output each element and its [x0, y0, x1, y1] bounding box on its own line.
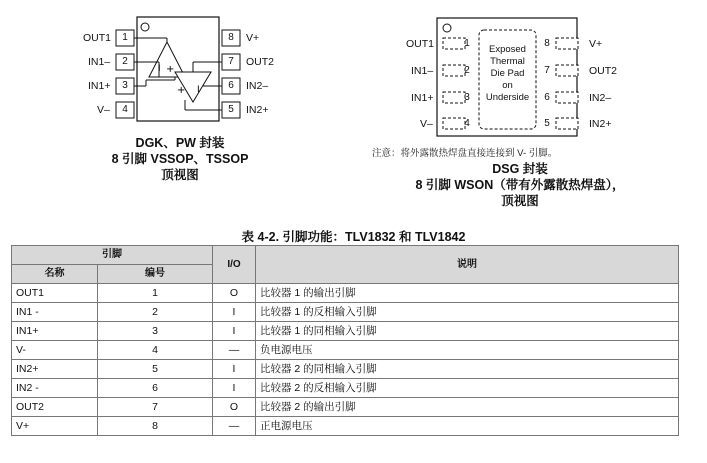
pin-description: 比较器 2 的输出引脚: [256, 398, 679, 417]
pin-number: 3: [98, 322, 213, 341]
pin-io: I: [213, 322, 256, 341]
dgk-pin7-number: 7: [228, 56, 234, 67]
pin-name: V-: [12, 341, 98, 360]
dsg-pin5-label: IN2+: [589, 118, 612, 130]
pin-number: 4: [98, 341, 213, 360]
pin-io: —: [213, 417, 256, 436]
pin-io: I: [213, 303, 256, 322]
dgk-pin3-number: 3: [122, 80, 128, 91]
dgk-pin2-label: IN1–: [88, 56, 111, 68]
pin-name: IN1+: [12, 322, 98, 341]
dgk-pin5-label: IN2+: [246, 104, 269, 116]
dsg-pin1-label: OUT1: [406, 38, 435, 50]
pin-io: O: [213, 398, 256, 417]
table-row: [12, 341, 679, 360]
dsg-caption-line1: DSG 封装: [492, 162, 548, 176]
dsg-pin8-label: V+: [589, 38, 603, 50]
dgk-pin1-number: 1: [122, 32, 128, 43]
pad-text-line4: on: [502, 80, 513, 91]
svg-text:+: +: [177, 85, 186, 96]
pin-io: I: [213, 379, 256, 398]
pin-io: I: [213, 360, 256, 379]
dgk-pin4-number: 4: [122, 104, 128, 115]
dsg-caption-line3: 顶视图: [501, 194, 539, 208]
dgk-pin2-number: 2: [122, 56, 128, 67]
pin-name: V+: [12, 417, 98, 436]
pin-name: OUT2: [12, 398, 98, 417]
header-name: 名称: [12, 265, 98, 284]
dsg-caption-line2: 8 引脚 WSON（带有外露散热焊盘），: [415, 178, 625, 192]
dsg-pin4-label: V–: [420, 118, 433, 130]
dsg-pin3-number: 3: [464, 92, 470, 103]
dgk-pin6-number: 6: [228, 80, 234, 91]
dsg-pin3-label: IN1+: [411, 92, 434, 104]
pin-description: 比较器 2 的同相输入引脚: [256, 360, 679, 379]
header-description: 说明: [256, 246, 679, 284]
dgk-pin6-label: IN2–: [246, 80, 269, 92]
pin-description: 比较器 1 的同相输入引脚: [256, 322, 679, 341]
table-row: [12, 303, 679, 322]
pin-description: 比较器 1 的反相输入引脚: [256, 303, 679, 322]
pad-text-line1: Exposed: [489, 44, 526, 55]
table-row: [12, 360, 679, 379]
svg-text:I: I: [197, 85, 200, 95]
svg-text:I: I: [158, 64, 161, 74]
pin-name: IN2 -: [12, 379, 98, 398]
pin-io: —: [213, 341, 256, 360]
dgk-pin1-label: OUT1: [83, 32, 112, 44]
dsg-pin2-label: IN1–: [411, 65, 434, 77]
pin-description: 负电源电压: [256, 341, 679, 360]
pad-text-line3: Die Pad: [490, 68, 525, 79]
dsg-pin1-number: 1: [464, 38, 470, 49]
dgk-caption-line2: 8 引脚 VSSOP、TSSOP: [111, 152, 249, 166]
dgk-pin7-label: OUT2: [246, 56, 275, 68]
dgk-pin8-label: V+: [246, 32, 260, 44]
pin-name: IN2+: [12, 360, 98, 379]
dsg-pin7-label: OUT2: [589, 65, 618, 77]
pin-description: 比较器 1 的输出引脚: [256, 284, 679, 303]
pad-text-line2: Thermal: [490, 56, 525, 67]
dsg-pin7-number: 7: [544, 65, 550, 76]
dsg-pin2-number: 2: [464, 65, 470, 76]
svg-text:+: +: [166, 64, 175, 75]
table-caption: 表 4-2. 引脚功能：TLV1832 和 TLV1842: [241, 230, 466, 244]
pin-number: 6: [98, 379, 213, 398]
table-row: [12, 398, 679, 417]
header-pin: 引脚: [12, 246, 213, 265]
pin-name: OUT1: [12, 284, 98, 303]
dsg-pin5-number: 5: [544, 118, 550, 129]
dsg-pin8-number: 8: [544, 38, 550, 49]
header-io: I/O: [213, 246, 256, 284]
dsg-pin6-label: IN2–: [589, 92, 612, 104]
dsg-note: 注意：将外露散热焊盘直接连接到 V- 引脚。: [372, 148, 558, 159]
pin-number: 7: [98, 398, 213, 417]
pin-number: 8: [98, 417, 213, 436]
table-row: [12, 379, 679, 398]
dgk-pin4-label: V–: [97, 104, 110, 116]
pin-description: 正电源电压: [256, 417, 679, 436]
pin-number: 5: [98, 360, 213, 379]
pin-number: 1: [98, 284, 213, 303]
pin-description: 比较器 2 的反相输入引脚: [256, 379, 679, 398]
dgk-pin3-label: IN1+: [88, 80, 111, 92]
dgk-caption-line3: 顶视图: [161, 168, 199, 182]
table-row: [12, 284, 679, 303]
dgk-caption-line1: DGK、PW 封装: [135, 136, 225, 150]
pin-io: O: [213, 284, 256, 303]
dgk-pin8-number: 8: [228, 32, 234, 43]
pin-name: IN1 -: [12, 303, 98, 322]
dsg-pin6-number: 6: [544, 92, 550, 103]
pad-text-line5: Underside: [485, 92, 530, 103]
pin-function-table: [11, 245, 679, 436]
pin-number: 2: [98, 303, 213, 322]
table-row: [12, 417, 679, 436]
dgk-pin5-number: 5: [228, 104, 234, 115]
header-number: 编号: [98, 265, 213, 284]
dsg-pin4-number: 4: [464, 118, 470, 129]
table-row: [12, 322, 679, 341]
